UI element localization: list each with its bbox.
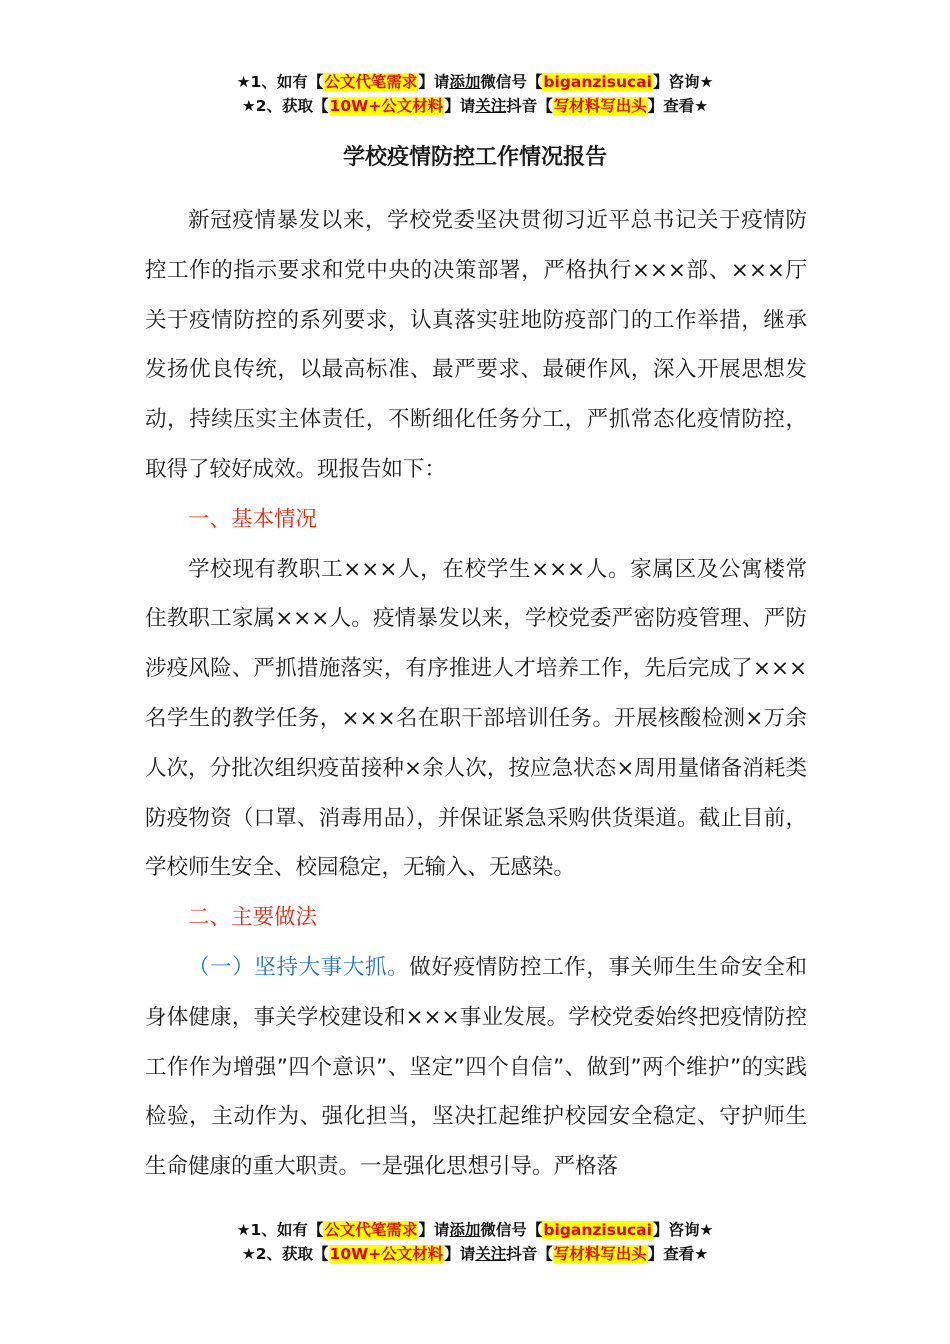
subsection-1-paragraph [145,943,807,1192]
banner-line-2 [0,1242,950,1266]
highlight-douyin-account: 写材料写出头 [553,97,647,115]
highlight-wechat-id: biganzisucai [543,1221,652,1239]
page-title: 学校疫情防控工作情况报告 [342,145,607,170]
highlight-wechat-id: biganzisucai [543,73,652,91]
highlight-materials: 10W+公文材料 [329,97,444,115]
document-body [145,196,807,1192]
banner-text: 】查看★ [647,97,709,115]
highlight-service: 公文代笔需求 [324,1221,418,1239]
banner-text: 微信号【 [480,73,543,91]
banner-text: ★2、获取【 [241,1245,329,1263]
underlined-text: 关注 [475,97,507,115]
banner-text: 微信号【 [480,1221,543,1239]
highlight-materials: 10W+公文材料 [329,1245,444,1263]
banner-text: 】咨询★ [652,73,714,91]
section-heading-2: 二、主要做法 [188,905,318,931]
header-banner [0,70,950,118]
banner-text: ★1、如有【 [236,1221,324,1239]
underlined-text: 添加 [449,73,481,91]
banner-line-1 [0,1218,950,1242]
highlight-douyin-account: 写材料写出头 [553,1245,647,1263]
banner-text: 抖音【 [506,1245,553,1263]
subsection-heading-1: （一）坚持大事大抓。 [188,954,410,980]
banner-line-1 [0,70,950,94]
underlined-text: 关注 [475,1245,507,1263]
banner-text: 】请 [444,1245,476,1263]
banner-line-2 [0,94,950,118]
banner-text: 】请 [418,1221,450,1239]
section-heading-1: 一、基本情况 [188,506,318,532]
subsection-1-text: 做好疫情防控工作，事关师生生命安全和身体健康，事关学校建设和×××事业发展。学校党委始终把疫情防控工作作为增强”四个意识”、坚定”四个自信”、做到”两个维护”的实践检验，主动作为、强化担当，坚决扛起维护校园安全稳定、守护师生生命健康的重大职责。一是强化思想引导。严格落 [145,954,807,1180]
footer-banner [0,1218,950,1266]
banner-text: 】查看★ [647,1245,709,1263]
underlined-text: 添加 [449,1221,481,1239]
banner-text: 】请 [444,97,476,115]
intro-paragraph: 新冠疫情暴发以来，学校党委坚决贯彻习近平总书记关于疫情防控工作的指示要求和党中央的决策部署，严格执行×××部、×××厅关于疫情防控的系列要求，认真落实驻地防疫部门的工作举措，继承发扬优良传统，以最高标准、最严要求、最硬作风，深入开展思想发动，持续压实主体责任，不断细化任务分工，严抓常态化疫情防控，取得了较好成效。现报告如下： [145,208,807,482]
banner-text: 抖音【 [506,97,553,115]
banner-text: ★2、获取【 [241,97,329,115]
banner-text: 】请 [418,73,450,91]
highlight-service: 公文代笔需求 [324,73,418,91]
section-1-paragraph: 学校现有教职工×××人，在校学生×××人。家属区及公寓楼常住教职工家属×××人。疫情暴发以来，学校党委严密防疫管理、严防涉疫风险、严抓措施落实，有序推进人才培养工作，先后完成了×××名学生的教学任务，×××名在职干部培训任务。开展核酸检测×万余人次，分批次组织疫苗接种×余人次，按应急状态×周用量储备消耗类防疫物资（口罩、消毒用品），并保证紧急采购供货渠道。截止目前，学校师生安全、校园稳定，无输入、无感染。 [145,556,807,881]
banner-text: 】咨询★ [652,1221,714,1239]
banner-text: ★1、如有【 [236,73,324,91]
